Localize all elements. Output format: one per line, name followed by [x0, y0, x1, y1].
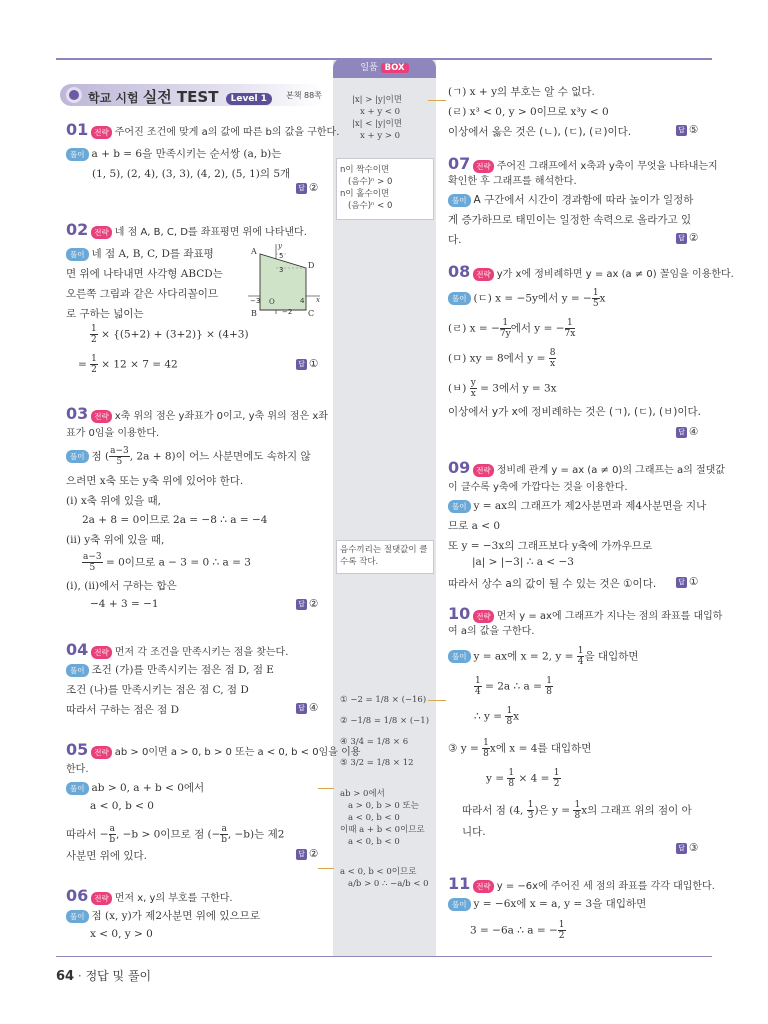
- problem-04-sol3: 따라서 구하는 점은 점 D: [66, 704, 180, 716]
- problem-09-sol2: 므로 a < 0: [448, 520, 501, 532]
- problem-10-strategy: 10 전략 먼저 y = ax에 그래프가 지나는 점의 좌표를 대입하: [448, 604, 723, 623]
- svg-text:x: x: [316, 296, 320, 304]
- problem-03-strategy2: 표가 0임을 이용한다.: [66, 428, 160, 439]
- problem-01-answer: 답 ②: [296, 182, 318, 194]
- problem-03-answer: 답 ②: [296, 598, 318, 610]
- svg-text:y: y: [278, 242, 282, 250]
- problem-02-sol5: $\frac{1}{2}$ × {(5+2) + (3+2)} × (4+3): [91, 324, 249, 345]
- problem-02-answer: 답 ①: [296, 358, 318, 370]
- problem-07-strategy: 07 전략 주어진 그래프에서 x축과 y축이 무엇을 나타내는지: [448, 154, 718, 173]
- problem-09-strategy2: 이 클수록 y축에 가깝다는 것을 이용한다.: [448, 482, 628, 493]
- problem-10-strategy2: 여 a의 값을 구한다.: [448, 626, 535, 637]
- problem-10-sol2: $\frac{1}{4}$ = 2a ∴ a = $\frac{1}{8}$: [475, 676, 552, 697]
- note-ab-positive: ab > 0에서 a > 0, b > 0 또는 a < 0, b < 0 이때 a + b < 0이므로 a < 0, b < 0: [340, 789, 425, 847]
- problem-05-answer: 답 ②: [296, 848, 318, 860]
- problem-08-strategy: 08 전략 y가 x에 정비례하면 y = ax (a ≠ 0) 꼴임을 이용한다.: [448, 262, 734, 281]
- problem-11-sol2: 3 = −6a ∴ a = − $\frac{1}{2}$: [470, 920, 565, 941]
- svg-text:4: 4: [300, 297, 305, 305]
- svg-text:−3: −3: [250, 297, 261, 305]
- trapezoid-figure: [242, 240, 324, 318]
- problem-08-sol2: (ㄹ) x = − $\frac{1}{7y}$ 에서 y = − $\frac{1}{7x}$: [448, 318, 576, 339]
- label-B: B: [251, 309, 257, 318]
- note-fractions: ① −2 = 1/8 × (−16) ② −1/8 = 1/8 × (−1) ④ 3/4 = 1/8 × 6 ⑤ 3/2 = 1/8 × 12: [340, 695, 430, 768]
- problem-04-sol1: 풀이 조건 (가)를 만족시키는 점은 점 D, 점 E: [66, 662, 274, 677]
- problem-01-strategy: 01 전략 주어진 조건에 맞게 a의 값에 따른 b의 값을 구한다.: [66, 120, 340, 139]
- note-power: n이 짝수이면 (음수)ⁿ > 0 n이 홀수이면 (음수)ⁿ < 0: [340, 165, 393, 211]
- problem-10-sol5: y = $\frac{1}{8}$ × 4 = $\frac{1}{2}$: [486, 768, 560, 789]
- svg-text:5: 5: [279, 252, 284, 260]
- level-badge: Level 1: [226, 93, 272, 105]
- label-C: C: [308, 309, 315, 318]
- problem-09-answer: 답 ①: [676, 576, 698, 588]
- problem-09-sol5: 따라서 상수 a의 값이 될 수 있는 것은 ①이다.: [448, 578, 657, 590]
- problem-03-sol7: (i), (ii)에서 구하는 합은: [66, 580, 177, 592]
- problem-03-sol4: 2a + 8 = 0이므로 2a = −8 ∴ a = −4: [82, 514, 268, 526]
- problem-03-sol8: −4 + 3 = −1: [90, 598, 159, 610]
- problem-07-strategy2: 확인한 후 그래프를 해석한다.: [448, 176, 577, 187]
- problem-08-sol5: 이상에서 y가 x에 정비례하는 것은 (ㄱ), (ㄷ), (ㅂ)이다.: [448, 406, 701, 418]
- header-bullet-icon: [66, 87, 82, 103]
- note-negative: 음수끼리는 절댓값이 클 수록 작다.: [340, 545, 428, 567]
- problem-11-sol1: 풀이 y = −6x에 x = a, y = 3을 대입하면: [448, 896, 646, 911]
- page-number: 64: [56, 969, 75, 984]
- problem-08-sol4: (ㅂ) $\frac{y}{x}$ = 3에서 y = 3x: [448, 378, 557, 399]
- problem-05-strategy2: 한다.: [66, 764, 89, 775]
- bottom-rule: [56, 956, 712, 957]
- problem-09-strategy: 09 전략 정비례 관계 y = ax (a ≠ 0)의 그래프는 a의 절댓값: [448, 458, 725, 477]
- note-ab-negative: a < 0, b < 0이므로 a/b > 0 ∴ −a/b < 0: [340, 867, 429, 889]
- problem-10-sol7: 니다.: [462, 826, 486, 838]
- footer-label: 정답 및 풀이: [85, 969, 152, 983]
- note-abs-values: |x| > |y|이면 x + y < 0 |x| < |y|이면 x + y > 0: [352, 95, 402, 141]
- problem-08-sol1: 풀이 (ㄷ) x = −5y에서 y = − $\frac{1}{5}$ x: [448, 288, 605, 309]
- problem-02-sol1: 풀이 네 점 A, B, C, D를 좌표평: [66, 246, 214, 261]
- problem-02-sol2: 면 위에 나타내면 사각형 ABCD는: [66, 268, 223, 280]
- problem-02-strategy: 02 전략 네 점 A, B, C, D를 좌표평면 위에 나타낸다.: [66, 220, 307, 239]
- problem-07-answer: 답 ②: [676, 232, 698, 244]
- problem-07-sol1: 풀이 A 구간에서 시간이 경과함에 따라 높이가 일정하: [448, 192, 693, 207]
- box-tab: 일품 BOX: [333, 58, 436, 78]
- svg-text:−2: −2: [282, 308, 293, 316]
- problem-06-strategy: 06 전략 먼저 x, y의 부호를 구한다.: [66, 886, 233, 905]
- problem-01-sol2: (1, 5), (2, 4), (3, 3), (4, 2), (5, 1)의 5개: [92, 168, 291, 180]
- problem-02-sol3: 오른쪽 그림과 같은 사다리꼴이므: [66, 288, 219, 300]
- right-top-line3: 이상에서 옳은 것은 (ㄴ), (ㄷ), (ㄹ)이다.: [448, 126, 632, 138]
- problem-09-sol1: 풀이 y = ax의 그래프가 제2사분면과 제4사분면을 지나: [448, 498, 706, 513]
- problem-03-sol2: 으려면 x축 또는 y축 위에 있어야 한다.: [66, 475, 244, 487]
- page-reference: 본책 88쪽: [286, 91, 322, 100]
- problem-10-sol6: 따라서 점 (4, $\frac{1}{3}$ )은 y = $\frac{1}{8}$ x의 그래프 위의 점이 아: [462, 800, 692, 821]
- problem-05-sol4: 사분면 위에 있다.: [66, 850, 148, 862]
- problem-08-answer: 답 ④: [676, 426, 698, 438]
- right-top-line1: (ㄱ) x + y의 부호는 알 수 없다.: [448, 86, 595, 98]
- problem-07-sol3: 다.: [448, 234, 462, 246]
- problem-10-sol3: ∴ y = $\frac{1}{8}$ x: [474, 706, 520, 727]
- problem-06-sol1: 풀이 점 (x, y)가 제2사분면 위에 있으므로: [66, 908, 260, 923]
- problem-03-sol5: (ii) y축 위에 있을 때,: [66, 534, 165, 546]
- problem-05-sol3: 따라서 − $\frac{a}{b}$ , −b > 0이므로 점 (− $\frac{a}{b}$ , −b)는 제2: [66, 824, 285, 845]
- problem-08-sol3: (ㅁ) xy = 8에서 y = $\frac{8}{x}$: [448, 348, 556, 369]
- problem-02-sol4: 로 구하는 넓이는: [66, 308, 144, 320]
- problem-03-sol1: 풀이 점 ( $\frac{a-3}{5}$ , 2a + 8)이 어느 사분면에도 속하지 않: [66, 446, 311, 467]
- problem-02-sol6: = $\frac{1}{2}$ × 12 × 7 = 42: [78, 354, 178, 375]
- svg-text:3: 3: [279, 266, 284, 274]
- problem-03-sol6: $\frac{a-3}{5}$ = 0이므로 a − 3 = 0 ∴ a = 3: [83, 552, 251, 573]
- problem-10-sol1: 풀이 y = ax에 x = 2, y = $\frac{1}{4}$ 을 대입하면: [448, 646, 639, 667]
- section-title: 학교 시험 실전 TEST Level 1: [88, 86, 272, 107]
- svg-text:O: O: [269, 298, 275, 306]
- problem-04-answer: 답 ④: [296, 702, 318, 714]
- problem-05-sol2: a < 0, b < 0: [90, 800, 154, 812]
- problem-11-strategy: 11 전략 y = −6x에 주어진 세 점의 좌표를 각각 대입한다.: [448, 874, 715, 893]
- problem-03-strategy: 03 전략 x축 위의 점은 y좌표가 0이고, y축 위의 점은 x좌: [66, 404, 328, 423]
- problem-06-sol2: x < 0, y > 0: [90, 928, 153, 940]
- problem-04-sol2: 조건 (나)를 만족시키는 점은 점 C, 점 D: [66, 684, 249, 696]
- problem-04-strategy: 04 전략 먼저 각 조건을 만족시키는 점을 찾는다.: [66, 640, 289, 659]
- label-D: D: [308, 261, 315, 270]
- problem-05-sol1: 풀이 ab > 0, a + b < 0에서: [66, 780, 204, 795]
- problem-09-sol3: 또 y = −3x의 그래프보다 y축에 가까우므로: [448, 540, 653, 552]
- problem-03-sol3: (i) x축 위에 있을 때,: [66, 495, 162, 507]
- right-top-answer: 답 ⑤: [676, 124, 698, 136]
- label-A: A: [251, 247, 257, 256]
- right-top-line2: (ㄹ) x³ < 0, y > 0이므로 x³y < 0: [448, 106, 609, 118]
- problem-01-sol1: 풀이 a + b = 6을 만족시키는 순서쌍 (a, b)는: [66, 146, 281, 161]
- problem-07-sol2: 게 증가하므로 태민이는 일정한 속력으로 올라가고 있: [448, 214, 692, 226]
- problem-10-answer: 답 ③: [676, 842, 698, 854]
- page-footer: 64 · 정답 및 풀이: [56, 969, 152, 984]
- problem-09-sol4: |a| > |−3| ∴ a < −3: [472, 556, 574, 568]
- problem-10-sol4: ③ y = $\frac{1}{8}$ x에 x = 4를 대입하면: [448, 738, 592, 759]
- problem-05-strategy: 05 전략 ab > 0이면 a > 0, b > 0 또는 a < 0, b < 0임을 이용: [66, 740, 361, 759]
